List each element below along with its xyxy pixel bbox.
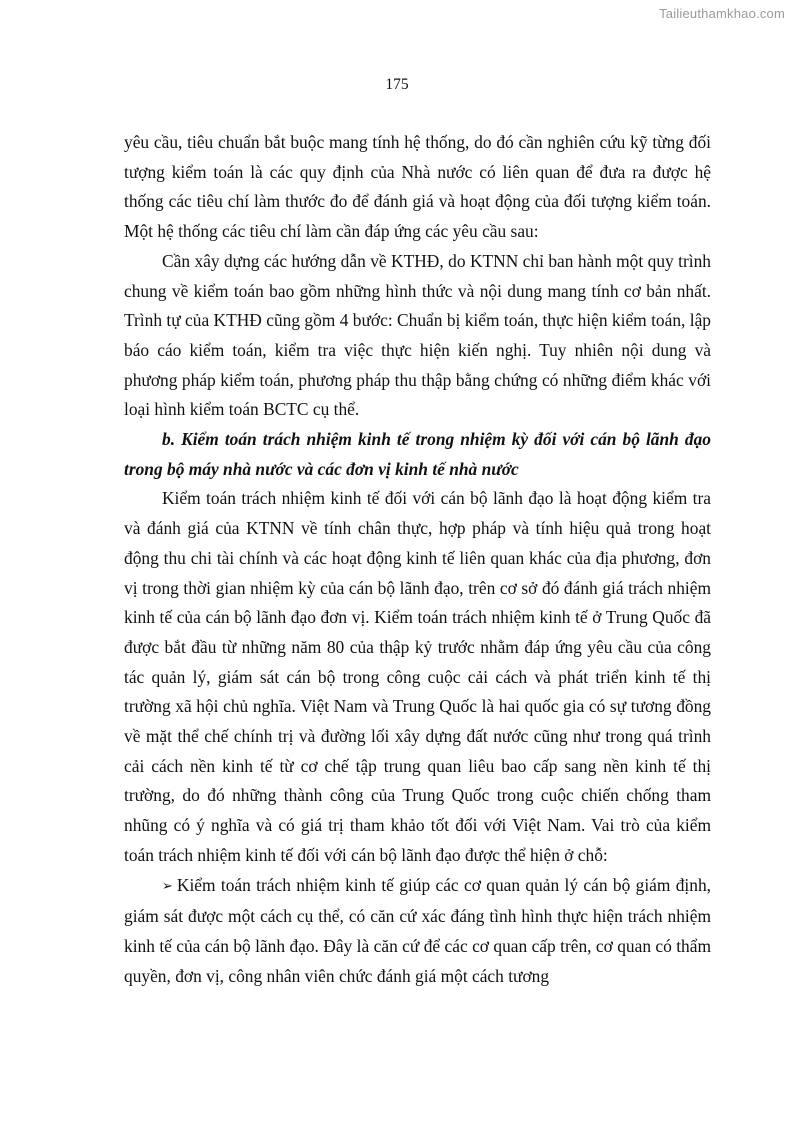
paragraph-continuation: yêu cầu, tiêu chuẩn bắt buộc mang tính hệ thống, do đó cần nghiên cứu kỹ từng đối tượng kiểm toán là các quy định của Nhà nước có liên quan để đưa ra được hệ thống các tiêu chí làm thước đo để đánh giá và hoạt động của đối tượng kiểm toán. Một hệ thống các tiêu chí làm cần đáp ứng các yêu cầu sau: [124, 132, 711, 242]
section-heading-b: b. Kiểm toán trách nhiệm kinh tế trong nhiệm kỳ đối với cán bộ lãnh đạo trong bộ máy nhà nước và các đơn vị kinh tế nhà nước [124, 429, 711, 479]
arrow-bullet-icon: ➢ [162, 878, 173, 894]
page-number: 175 [385, 76, 409, 93]
paragraph-guidance: Cần xây dựng các hướng dẫn về KTHĐ, do KTNN chỉ ban hành một quy trình chung về kiểm toán bao gồm những hình thức và nội dung mang tính cơ bản nhất. Trình tự của KTHĐ cũng gồm 4 bước: Chuẩn bị kiểm toán, thực hiện kiểm toán, lập báo cáo kiểm toán, kiểm tra việc thực hiện kiến nghị. Tuy nhiên nội dung và phương pháp kiểm toán, phương pháp thu thập bằng chứng có những điểm khác với loại hình kiểm toán BCTC cụ thể. [124, 250, 711, 420]
bullet-text: Kiểm toán trách nhiệm kinh tế giúp các cơ quan quản lý cán bộ giám định, giám sát được một cách cụ thể, có căn cứ xác đáng tình hình thực hiện trách nhiệm kinh tế của cán bộ lãnh đạo. Đây là căn cứ để các cơ quan cấp trên, cơ quan có thẩm quyền, đơn vị, công nhân viên chức đánh giá một cách tương [124, 874, 711, 986]
paragraph-economic-responsibility: Kiểm toán trách nhiệm kinh tế đối với cán bộ lãnh đạo là hoạt động kiểm tra và đánh giá của KTNN về tính chân thực, hợp pháp và tính hiệu quả trong hoạt động thu chi tài chính và các hoạt động kinh tế liên quan khác của địa phương, đơn vị trong thời gian nhiệm kỳ của cán bộ lãnh đạo, trên cơ sở đó đánh giá trách nhiệm kinh tế của cán bộ lãnh đạo đơn vị. Kiểm toán trách nhiệm kinh tế ở Trung Quốc đã được bắt đầu từ những năm 80 của thập kỷ trước nhằm đáp ứng yêu cầu của công tác quản lý, giám sát cán bộ trong công cuộc cải cách và phát triển kinh tế thị trường xã hội chủ nghĩa. Việt Nam và Trung Quốc là hai quốc gia có sự tương đồng về mặt thể chế chính trị và đường lối xây dựng đất nước cũng như trong quá trình cải cách nền kinh tế từ cơ chế tập trung quan liêu bao cấp sang nền kinh tế thị trường, do đó những thành công của Trung Quốc trong cuộc chiến chống tham nhũng có ý nghĩa và có giá trị tham khảo tốt đối với Việt Nam. Vai trò của kiểm toán trách nhiệm kinh tế đối với cán bộ lãnh đạo được thể hiện ở chỗ: [124, 488, 711, 865]
page-body [124, 128, 711, 991]
watermark: Tailieuthamkhao.com [659, 6, 785, 21]
bullet-item [124, 871, 711, 992]
